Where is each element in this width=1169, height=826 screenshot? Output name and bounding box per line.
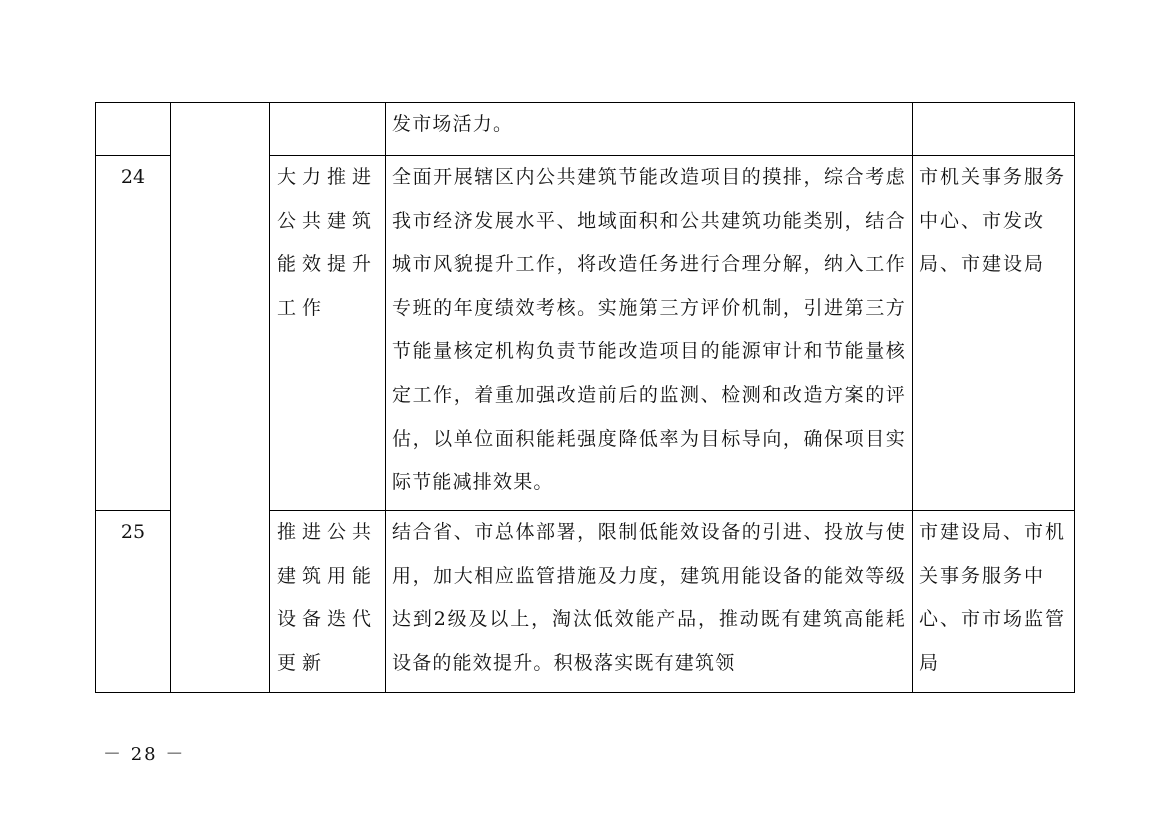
row-number-cell: [96, 103, 171, 156]
category-cell: [171, 103, 270, 693]
task-content-cell: 全面开展辖区内公共建筑节能改造项目的摸排，综合考虑我市经济发展水平、地域面积和公共建筑功能类别，结合城市风貌提升工作，将改造任务进行合理分解，纳入工作专班的年度绩效考核。实施第三方评价机制，引进第三方节能量核定机构负责节能改造项目的能源审计和节能量核定工作，着重加强改造前后的监测、检测和改造方案的评估，以单位面积能耗强度降低率为目标导向，确保项目实际节能减排效果。: [386, 156, 913, 511]
row-number-cell: 24: [96, 156, 171, 511]
task-table: [95, 102, 1075, 693]
responsible-dept-cell: 市机关事务服务中心、市发改局、市建设局: [913, 156, 1075, 511]
task-content-cell: 结合省、市总体部署，限制低能效设备的引进、投放与使用，加大相应监管措施及力度，建筑用能设备的能效等级达到2级及以上，淘汰低效能产品，推动既有建筑高能耗设备的能效提升。积极落实既有建筑领: [386, 511, 913, 693]
task-name-cell: 推进公共建筑用能设备迭代更新: [270, 511, 386, 693]
row-number-cell: 25: [96, 511, 171, 693]
task-name-cell: [270, 103, 386, 156]
page-number: － 28 －: [103, 744, 186, 765]
task-name-cell: 大力推进公共建筑能效提升工作: [270, 156, 386, 511]
task-content-cell: 发市场活力。: [386, 103, 913, 156]
table-row: [96, 103, 1075, 156]
responsible-dept-cell: 市建设局、市机关事务服务中心、市市场监管局: [913, 511, 1075, 693]
responsible-dept-cell: [913, 103, 1075, 156]
